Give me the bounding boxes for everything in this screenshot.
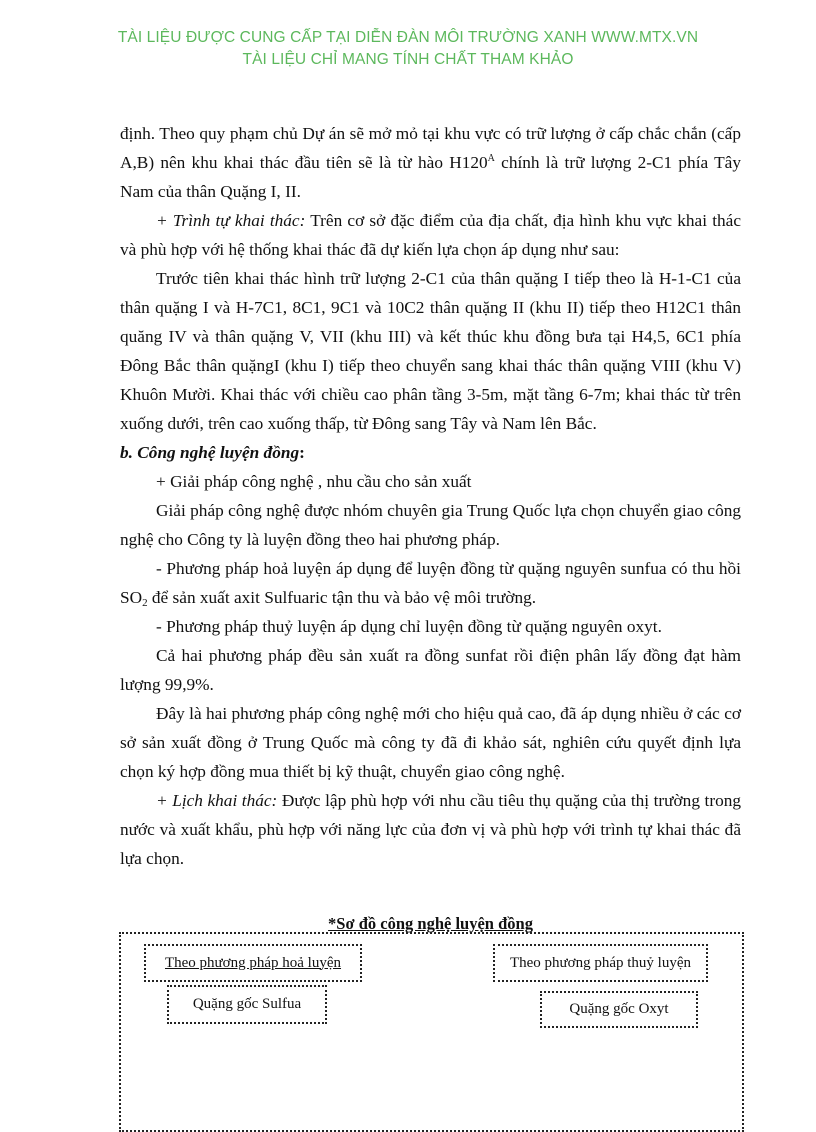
paragraph-new-methods: Đây là hai phương pháp công nghệ mới cho hiệu quả cao, đã áp dụng nhiều ở các cơ sở sản xuất đồng ở Trung Quốc mà công ty đã đi khảo sát, nghiên cứu quyết định lựa chọn ký hợp đồng mua thiết bị kỹ thuật, chuyển giao công nghệ. bbox=[120, 704, 741, 781]
pyrometallurgy-method-box: Theo phương pháp hoả luyện bbox=[144, 944, 362, 982]
subscript-2: 2 bbox=[142, 597, 148, 609]
diagram-frame bbox=[119, 932, 744, 1132]
mining-sequence-label: + Trình tự khai thác: bbox=[156, 211, 306, 230]
mining-schedule-label: + Lịch khai thác: bbox=[156, 791, 278, 810]
section-heading-b: b. Công nghệ luyện đồng: bbox=[120, 443, 305, 462]
hydrometallurgy-method-box: Theo phương pháp thuỷ luyện bbox=[493, 944, 708, 982]
header-line-2: TÀI LIỆU CHỈ MANG TÍNH CHẤT THAM KHẢO bbox=[242, 51, 574, 68]
diagram-title: *Sơ đồ công nghệ luyện đồng bbox=[328, 914, 533, 933]
paragraph-tech-transfer: Giải pháp công nghệ được nhóm chuyên gia Trung Quốc lựa chọn chuyển giao công nghệ cho Công ty là luyện đồng theo hai phương pháp. bbox=[120, 501, 741, 549]
superscript-a: A bbox=[487, 153, 495, 164]
paragraph-tech-solution: + Giải pháp công nghệ , nhu cầu cho sản xuất bbox=[156, 472, 472, 491]
watermark-header bbox=[0, 27, 816, 71]
paragraph-hydrometallurgy: - Phương pháp thuỷ luyện áp dụng chỉ luyện đồng từ quặng nguyên oxyt. bbox=[156, 617, 662, 636]
paragraph-copper-sulfate: Cả hai phương pháp đều sản xuất ra đồng sunfat rồi điện phân lấy đồng đạt hàm lượng 99,9%. bbox=[120, 646, 741, 694]
sulfide-ore-box: Quặng gốc Sulfua bbox=[167, 985, 327, 1024]
paragraph-1: định. Theo quy phạm chủ Dự án sẽ mở mỏ tại khu vực có trữ lượng ở cấp chắc chắn (cấp A,B) nên khu khai thác đầu tiên sẽ là từ hào $H120^A$ chính là trữ lượng 2-C1 phía Tây Nam của thân Quặng I, II. bbox=[120, 124, 741, 201]
document-body bbox=[120, 119, 741, 873]
paragraph-mining-sequence: + Trình tự khai thác: Trên cơ sở đặc điểm của địa chất, địa hình khu vực khai thác và phù hợp với hệ thống khai thác đã dự kiến lựa chọn áp dụng như sau: bbox=[120, 211, 741, 259]
paragraph-pyrometallurgy: - Phương pháp hoả luyện áp dụng để luyện đồng từ quặng nguyên sunfua có thu hồi $SO_2$ để sản xuất axit Sulfuaric tận thu và bảo vệ môi trường. bbox=[120, 559, 741, 609]
paragraph-mining-schedule: + Lịch khai thác: Được lập phù hợp với nhu cầu tiêu thụ quặng của thị trường trong nước và xuất khẩu, phù hợp với năng lực của đơn vị và phù hợp với trình tự khai thác đã lựa chọn. bbox=[120, 791, 741, 868]
paragraph-mining-order: Trước tiên khai thác hình trữ lượng 2-C1 của thân quặng I tiếp theo là H-1-C1 của thân quặng I và H-7C1, 8C1, 9C1 và 10C2 thân quặng II (khu II) tiếp theo H12C1 thân quăng IV và thân quặng V, VII (khu III) và kết thúc khu đồng bưa tại H4,5, 6C1 phía Đông Bắc thân quặngI (khu I) tiếp theo chuyển sang khai thác thân quặng VIII (khu V) Khuôn Mười. Khai thác với chiều cao phân tầng 3-5m, mặt tầng 6-7m; khai thác từ trên xuống dưới, trên cao xuống thấp, từ Đông sang Tây và Nam lên Bắc. bbox=[120, 269, 741, 433]
oxide-ore-box: Quặng gốc Oxyt bbox=[540, 991, 698, 1028]
header-line-1: TÀI LIỆU ĐƯỢC CUNG CẤP TẠI DIỄN ĐÀN MÔI TRƯỜNG XANH WWW.MTX.VN bbox=[117, 29, 699, 46]
